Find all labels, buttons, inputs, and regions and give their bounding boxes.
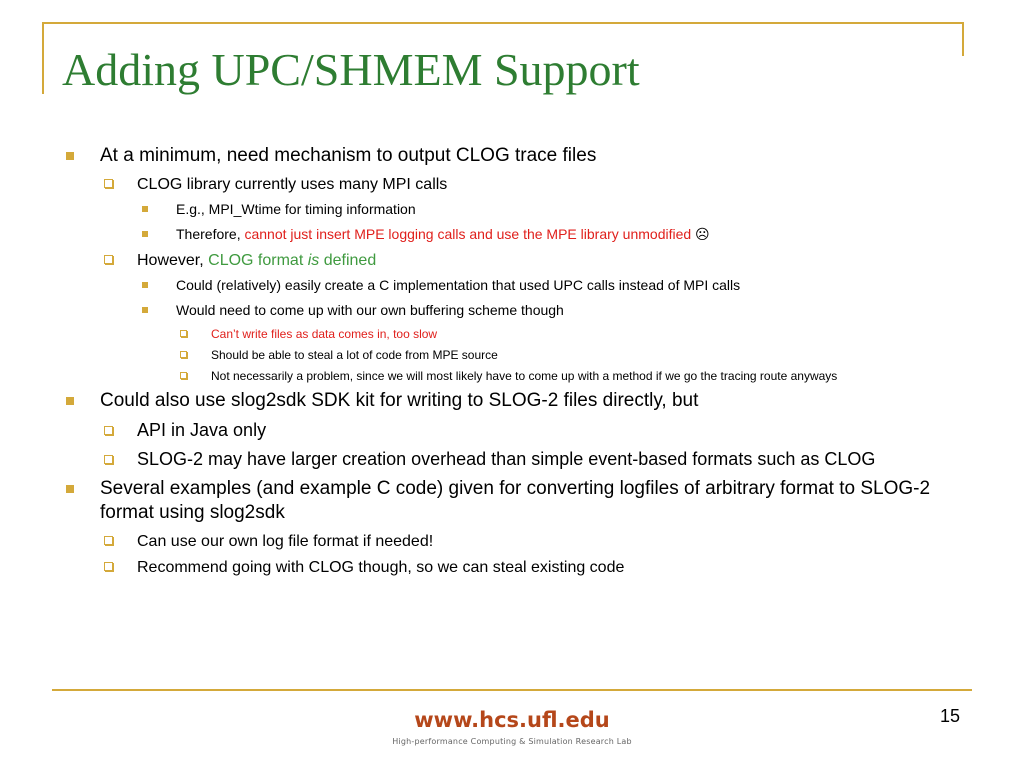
square-bullet-icon xyxy=(142,231,148,237)
bullet-text: SLOG-2 may have larger creation overhead than simple event-based formats such as CLOG xyxy=(137,449,876,469)
bullet-text: Recommend going with CLOG though, so we can steal existing code xyxy=(137,559,625,576)
bullet-text: Could also use slog2sdk SDK kit for writing to SLOG-2 files directly, but xyxy=(100,390,699,411)
bullet-level3 xyxy=(60,276,960,295)
slide-title: Adding UPC/SHMEM Support xyxy=(62,44,640,95)
bullet-level4 xyxy=(60,347,960,363)
bullet-level2 xyxy=(60,448,960,471)
frame-top-rule xyxy=(42,22,964,24)
bullet-text: Would need to come up with our own buffering scheme though xyxy=(176,302,564,318)
bullet-level2 xyxy=(60,419,960,442)
bullet-level2 xyxy=(60,174,960,195)
bullet-text: E.g., MPI_Wtime for timing information xyxy=(176,201,416,217)
square-bullet-icon xyxy=(142,282,148,288)
footer-url: www.hcs.ufl.edu xyxy=(414,708,610,732)
hollow-square-bullet-icon xyxy=(180,330,187,337)
bullet-text: Could (relatively) easily create a C implementation that used UPC calls instead of MPI calls xyxy=(176,277,741,293)
bullet-level3 xyxy=(60,301,960,320)
page-number: 15 xyxy=(939,706,960,726)
bullet-level1 xyxy=(60,389,960,413)
bullet-text-highlight: cannot just insert MPE logging calls and use the MPE library unmodified xyxy=(244,226,692,242)
bullet-level1 xyxy=(60,144,960,168)
frame-right-rule xyxy=(962,22,964,56)
bullet-level3 xyxy=(60,200,960,219)
bullet-level2 xyxy=(60,557,960,578)
bullet-text-highlight: CLOG format xyxy=(208,252,308,269)
bullet-text: Can’t write files as data comes in, too slow xyxy=(211,327,438,341)
hollow-square-bullet-icon xyxy=(104,562,113,571)
bullet-level2 xyxy=(60,531,960,552)
bullet-level1 xyxy=(60,477,960,525)
hollow-square-bullet-icon xyxy=(104,536,113,545)
bullet-level3 xyxy=(60,225,960,244)
bullet-level2 xyxy=(60,250,960,271)
bullet-text-prefix: However, xyxy=(137,252,209,269)
square-bullet-icon xyxy=(66,397,74,405)
bullet-text: Can use our own log file format if needed! xyxy=(137,533,434,550)
hollow-square-bullet-icon xyxy=(180,372,187,379)
bullet-text-highlight: defined xyxy=(319,252,377,269)
frame-left-rule xyxy=(42,22,44,94)
hollow-square-bullet-icon xyxy=(104,255,113,264)
hollow-square-bullet-icon xyxy=(104,426,113,435)
square-bullet-icon xyxy=(142,307,148,313)
bullet-text: At a minimum, need mechanism to output CLOG trace files xyxy=(100,145,597,166)
bullet-level4 xyxy=(60,368,960,384)
bullet-text: Several examples (and example C code) given for converting logfiles of arbitrary format to SLOG-2 format using slog2sdk xyxy=(100,478,931,523)
bullet-text: CLOG library currently uses many MPI calls xyxy=(137,176,448,193)
bullet-text-emphasis: is xyxy=(307,252,320,269)
bullet-text: Not necessarily a problem, since we will most likely have to come up with a method if we go the tracing route anyways xyxy=(211,369,838,383)
square-bullet-icon xyxy=(142,206,148,212)
hollow-square-bullet-icon xyxy=(104,179,113,188)
bullet-level4 xyxy=(60,326,960,342)
hollow-square-bullet-icon xyxy=(180,351,187,358)
bullet-text: Should be able to steal a lot of code from MPE source xyxy=(211,348,498,362)
hollow-square-bullet-icon xyxy=(104,455,113,464)
square-bullet-icon xyxy=(66,485,74,493)
bullet-text-prefix: Therefore, xyxy=(176,226,245,242)
frown-face-icon: ☹ xyxy=(691,226,710,242)
footer-lab-name: High-performance Computing & Simulation Research Lab xyxy=(392,737,632,746)
square-bullet-icon xyxy=(66,152,74,160)
slide-body xyxy=(60,144,960,583)
bullet-text: API in Java only xyxy=(137,420,267,440)
footer-rule xyxy=(52,689,972,691)
